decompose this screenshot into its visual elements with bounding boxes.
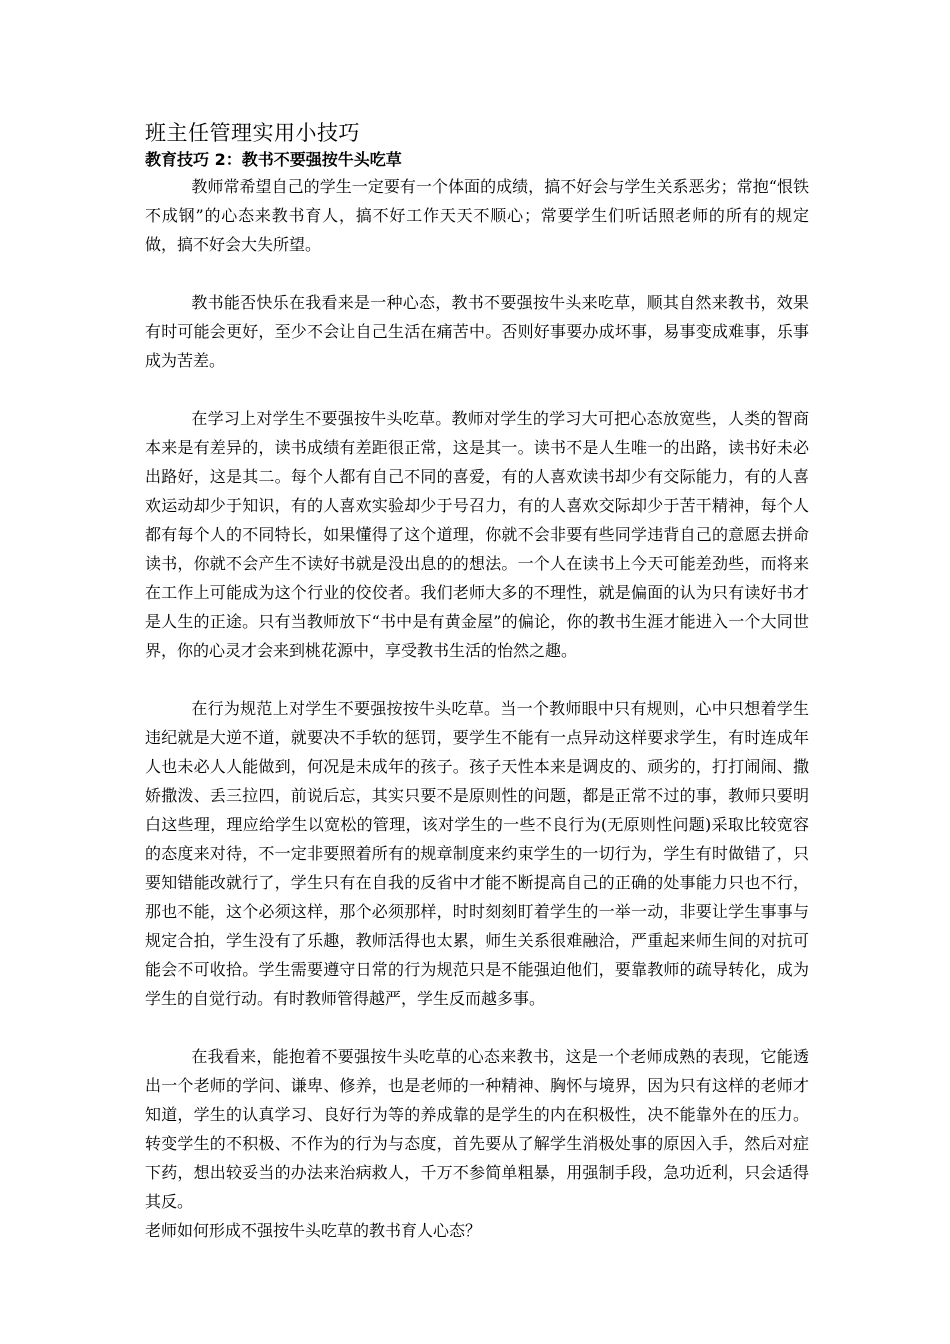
paragraph-3: 在学习上对学生不要强按牛头吃草。教师对学生的学习大可把心态放宽些，人类的智商本来是有差异的，读书成绩有差距很正常，这是其一。读书不是人生唯一的出路，读书好未必出路好，这是其二。每个人都有自己不同的喜爱，有的人喜欢读书却少有交际能力，有的人喜欢运动却少于知识，有的人喜欢实验却少于号召力，有的人喜欢交际却少于苦干精神，每个人都有每个人的不同特长，如果懂得了这个道理，你就不会非要有些同学违背自己的意愿去拼命读书，你就不会产生不读好书就是没出息的的想法。一个人在读书上今天可能差劲些，而将来在工作上可能成为这个行业的佼佼者。我们老师大多的不理性，就是偏面的认为只有读好书才是人生的正途。只有当教师放下“书中是有黄金屋”的偏论，你的教书生涯才能进入一个大同世界，你的心灵才会来到桃花源中，享受教书生活的怡然之趣。	[145, 409, 809, 660]
paragraph-gap	[145, 1013, 809, 1042]
paragraph-4: 在行为规范上对学生不要强按按牛头吃草。当一个教师眼中只有规则，心中只想着学生违纪就是大逆不道，就要决不手软的惩罚，要学生不能有一点异动这样要求学生，有时连成年人也未必人人能做到，何况是未成年的孩子。孩子天性本来是调皮的、顽劣的，打打闹闹、撒娇撒泼、丢三拉四，前说后忘，其实只要不是原则性的问题，都是正常不过的事，教师只要明白这些理，理应给学生以宽松的管理，该对学生的一些不良行为(无原则性问题)采取比较宽容的态度来对待，不一定非要照着所有的规章制度来约束学生的一切行为，学生有时做错了，只要知错能改就行了，学生只有在自我的反省中才能不断提高自己的正确的处事能力只也不行，那也不能，这个必须这样，那个必须那样，时时刻刻盯着学生的一举一动，非要让学生事事与规定合拍，学生没有了乐趣，教师活得也太累，师生关系很难融洽，严重起来师生间的对抗可能会不可收拾。学生需要遵守日常的行为规范只是不能强迫他们，要靠教师的疏导转化，成为学生的自觉行动。有时教师管得越严，学生反而越多事。	[145, 699, 809, 1008]
paragraph-1: 教师常希望自己的学生一定要有一个体面的成绩，搞不好会与学生关系恶劣；常抱“恨铁不成钢”的心态来教书育人，搞不好工作天天不顺心；常要学生们听话照老师的所有的规定做，搞不好会大失所望。	[145, 177, 809, 254]
paragraph-5: 在我看来，能抱着不要强按牛头吃草的心态来教书，这是一个老师成熟的表现，它能透出一个老师的学问、谦卑、修养，也是老师的一种精神、胸怀与境界，因为只有这样的老师才知道，学生的认真学习、良好行为等的养成靠的是学生的内在积极性，决不能靠外在的压力。转变学生的不积极、不作为的行为与态度，首先要从了解学生消极处事的原因入手，然后对症下药，想出较妥当的办法来治病救人，千万不参简单粗暴，用强制手段，急功近利，只会适得其反。	[145, 1047, 809, 1211]
paragraph-2: 教书能否快乐在我看来是一种心态，教书不要强按牛头来吃草，顺其自然来教书，效果有时可能会更好，至少不会让自己生活在痛苦中。否则好事要办成坏事，易事变成难事，乐事成为苦差。	[145, 293, 809, 370]
paragraph-gap	[145, 375, 809, 404]
paragraph-gap	[145, 665, 809, 694]
paragraph-gap	[145, 259, 809, 288]
closing-question: 老师如何形成不强按牛头吃草的教书育人心态？	[145, 1221, 482, 1240]
document-title: 班主任管理实用小技巧	[145, 121, 360, 145]
document-subtitle: 教育技巧 2：教书不要强按牛头吃草	[145, 150, 402, 169]
document-page	[145, 118, 809, 1245]
